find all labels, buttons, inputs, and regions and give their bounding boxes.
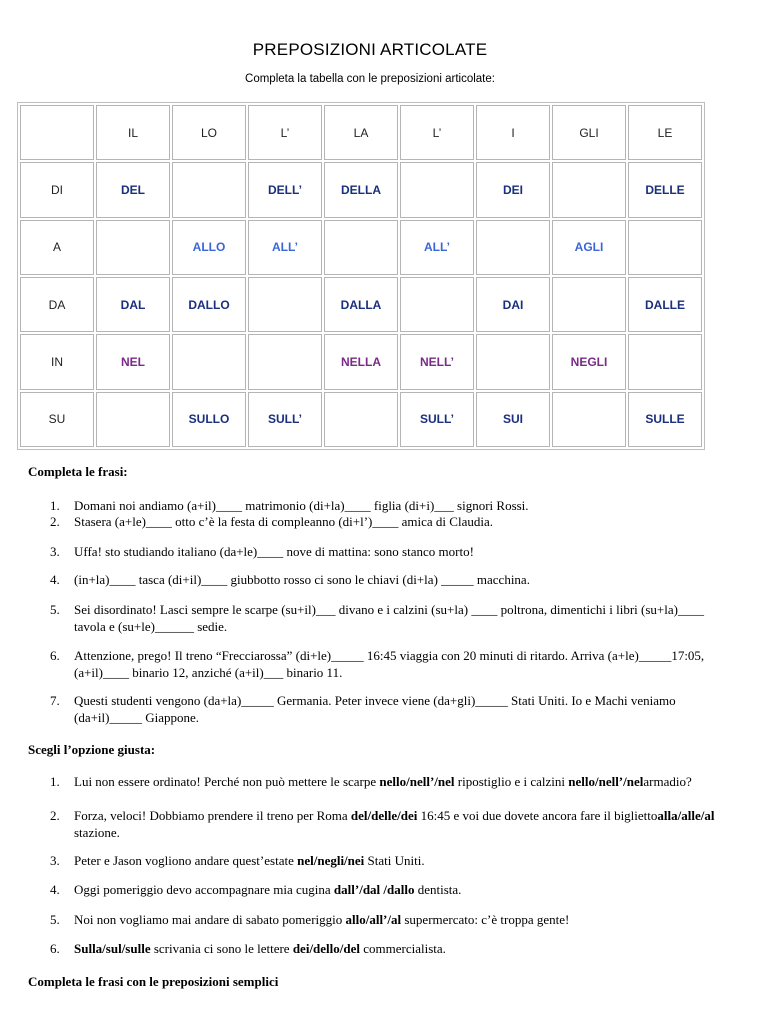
item-number: 1.	[50, 774, 60, 789]
table-cell	[172, 162, 246, 217]
table-row-label: DA	[20, 277, 94, 332]
exercise-item	[50, 692, 725, 726]
text-fragment: 16:45 e voi due dovete ancora fare il biglietto	[417, 808, 658, 823]
option-choices: dei/dello/del	[292, 941, 360, 956]
exercise-item	[50, 571, 725, 588]
option-choices: del/delle/dei	[350, 808, 418, 823]
item-number: 4.	[50, 882, 60, 897]
table-row-label: DI	[20, 162, 94, 217]
table-cell	[96, 220, 170, 275]
item-number: 5.	[50, 912, 60, 927]
prepositions-table	[17, 102, 705, 450]
text-fragment: Peter e Jason vogliono andare quest’estate	[74, 853, 298, 868]
table-cell: ALL’	[248, 220, 322, 275]
text-fragment: dentista.	[414, 882, 462, 897]
choice-item	[50, 940, 725, 957]
table-cell: DELLE	[628, 162, 702, 217]
text-fragment: ripostiglio e i calzini	[454, 774, 569, 789]
table-header-cell: LA	[324, 105, 398, 160]
table-cell	[476, 334, 550, 389]
table-row-label: IN	[20, 334, 94, 389]
item-text	[74, 881, 725, 898]
item-number: 6.	[50, 648, 60, 663]
table-cell: SULL’	[248, 392, 322, 447]
choice-item	[50, 807, 725, 841]
table-cell: NEGLI	[552, 334, 626, 389]
exercise-item	[50, 601, 725, 635]
table-cell: ALLO	[172, 220, 246, 275]
item-text: Domani noi andiamo (a+il)____ matrimonio (di+la)____ figlia (di+i)___ signori Rossi.	[74, 498, 529, 513]
exercise-item	[50, 513, 725, 530]
item-text: Sei disordinato! Lasci sempre le scarpe (su+il)___ divano e i calzini (su+la) ____ poltrona, dimentichi i libri (su+la)____ tavola e (su+le)______ sedie.	[74, 602, 704, 634]
table-header-cell: LE	[628, 105, 702, 160]
table-cell	[400, 277, 474, 332]
item-text: Attenzione, prego! Il treno “Frecciarossa” (di+le)_____ 16:45 viaggia con 20 minuti di ritardo. Arriva (a+le)_____17:05, (a+il)____ binario 12, anziché (a+il)___ binario 11.	[74, 648, 705, 680]
option-choices: Sulla/sul/sulle	[74, 941, 151, 956]
table-cell: SULLO	[172, 392, 246, 447]
text-fragment: Stati Uniti.	[364, 853, 425, 868]
item-number: 1.	[50, 498, 60, 513]
table-cell: DAL	[96, 277, 170, 332]
item-number: 3.	[50, 853, 60, 868]
table-header-cell: GLI	[552, 105, 626, 160]
item-number: 2.	[50, 808, 60, 823]
text-fragment: Oggi pomeriggio devo accompagnare mia cugina	[74, 882, 334, 897]
text-fragment: supermercato: c’è troppa gente!	[401, 912, 570, 927]
text-fragment: stazione.	[74, 825, 120, 840]
table-cell	[248, 334, 322, 389]
table-cell: DELLA	[324, 162, 398, 217]
section-heading-complete-sentences: Completa le frasi:	[28, 464, 128, 479]
table-row	[20, 277, 702, 332]
item-number: 4.	[50, 572, 60, 587]
table-cell: SULLE	[628, 392, 702, 447]
item-number: 5.	[50, 602, 60, 617]
table-row-label: A	[20, 220, 94, 275]
table-cell	[324, 392, 398, 447]
item-number: 6.	[50, 941, 60, 956]
option-choices: allo/all’/al	[345, 912, 402, 927]
choice-item	[50, 881, 725, 898]
item-text	[74, 940, 725, 957]
table-cell	[400, 162, 474, 217]
item-text: Stasera (a+le)____ otto c’è la festa di compleanno (di+l’)____ amica di Claudia.	[74, 514, 493, 529]
choice-item	[50, 773, 725, 790]
table-cell: DAI	[476, 277, 550, 332]
exercise-item	[50, 497, 725, 514]
table-header-cell: L’	[400, 105, 474, 160]
table-header-row	[20, 105, 702, 160]
table-row	[20, 392, 702, 447]
text-fragment: scrivania ci sono le lettere	[150, 941, 293, 956]
table-cell	[172, 334, 246, 389]
choice-item	[50, 852, 725, 869]
item-number: 7.	[50, 693, 60, 708]
table-header-cell: I	[476, 105, 550, 160]
page-title: PREPOSIZIONI ARTICOLATE	[252, 40, 488, 59]
table-cell: ALL’	[400, 220, 474, 275]
table-corner-cell	[20, 105, 94, 160]
table-row-label: SU	[20, 392, 94, 447]
item-text: Uffa! sto studiando italiano (da+le)____ nove di mattina: sono stanco morto!	[74, 544, 474, 559]
section-heading-simple-prepositions: Completa le frasi con le preposizioni semplici	[28, 974, 279, 989]
item-text	[74, 911, 725, 928]
text-fragment: commercialista.	[360, 941, 446, 956]
text-fragment: Forza, veloci! Dobbiamo prendere il treno per Roma	[74, 808, 351, 823]
exercise-item	[50, 543, 725, 560]
table-row	[20, 220, 702, 275]
table-cell	[248, 277, 322, 332]
option-choices: alla/alle/al	[657, 808, 715, 823]
table-cell: DALLE	[628, 277, 702, 332]
option-choices: nello/nell’/nel	[568, 774, 644, 789]
text-fragment: Noi non vogliamo mai andare di sabato pomeriggio	[74, 912, 346, 927]
table-cell: DALLO	[172, 277, 246, 332]
table-instructions: Completa la tabella con le preposizioni articolate:	[245, 73, 495, 85]
item-text	[74, 807, 725, 841]
table-cell: DEI	[476, 162, 550, 217]
section-heading-choose-option: Scegli l’opzione giusta:	[28, 742, 156, 757]
table-cell	[552, 392, 626, 447]
table-row	[20, 334, 702, 389]
table-cell: NELLA	[324, 334, 398, 389]
table-cell: SULL’	[400, 392, 474, 447]
table-cell	[628, 334, 702, 389]
table-row	[20, 162, 702, 217]
table-cell: NEL	[96, 334, 170, 389]
table-header-cell: L’	[248, 105, 322, 160]
item-text	[74, 852, 725, 869]
option-choices: dall’/dal /dallo	[333, 882, 415, 897]
table-header-cell: LO	[172, 105, 246, 160]
table-cell	[96, 392, 170, 447]
item-text: (in+la)____ tasca (di+il)____ giubbotto rosso ci sono le chiavi (di+la) _____ macchina.	[74, 572, 530, 587]
text-fragment: Lui non essere ordinato! Perché non può mettere le scarpe	[74, 774, 380, 789]
table-cell: AGLI	[552, 220, 626, 275]
table-cell: DALLA	[324, 277, 398, 332]
table-cell	[552, 277, 626, 332]
table-cell	[324, 220, 398, 275]
table-cell: SUI	[476, 392, 550, 447]
item-number: 2.	[50, 514, 60, 529]
table-header-cell: IL	[96, 105, 170, 160]
table-cell: DELL’	[248, 162, 322, 217]
option-choices: nello/nell’/nel	[379, 774, 455, 789]
choice-item	[50, 911, 725, 928]
table-cell: NELL’	[400, 334, 474, 389]
table-cell	[628, 220, 702, 275]
item-number: 3.	[50, 544, 60, 559]
table-cell: DEL	[96, 162, 170, 217]
item-text	[74, 773, 725, 790]
exercise-item	[50, 647, 725, 681]
option-choices: nel/negli/nei	[297, 853, 365, 868]
table-cell	[552, 162, 626, 217]
text-fragment: armadio?	[643, 774, 692, 789]
item-text: Questi studenti vengono (da+la)_____ Germania. Peter invece viene (da+gli)_____ Stati Uniti. Io e Machi veniamo (da+il)_____ Giappone.	[74, 693, 676, 725]
table-cell	[476, 220, 550, 275]
